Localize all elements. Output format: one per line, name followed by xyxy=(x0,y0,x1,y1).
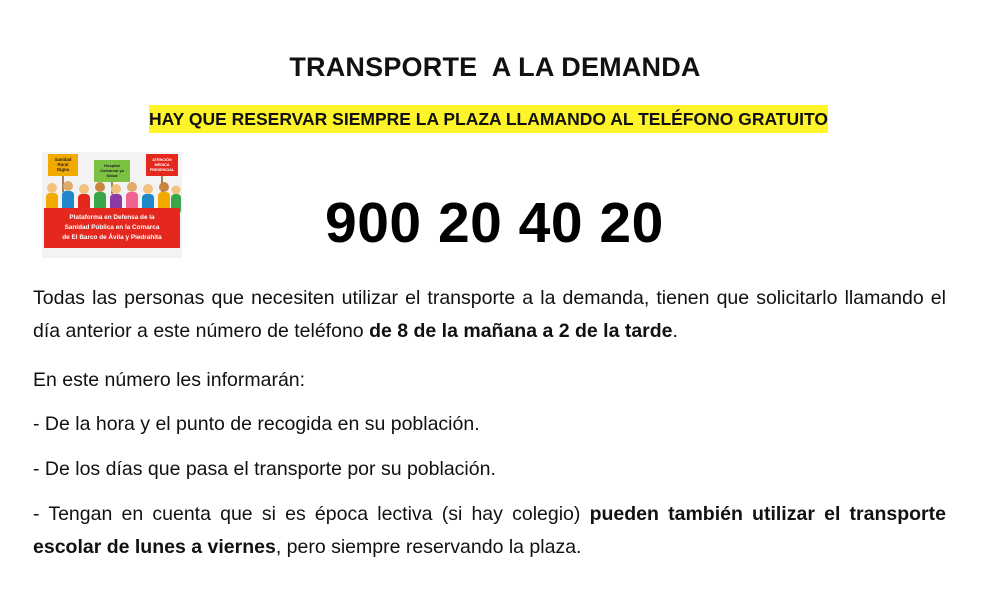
svg-text:PRESENCIAL: PRESENCIAL xyxy=(149,168,175,172)
svg-text:Rural: Rural xyxy=(57,162,69,167)
item3-bold: pueden también utilizar el transporte escolar de lunes a viernes xyxy=(33,503,946,558)
paragraph1-end: . xyxy=(672,320,678,342)
phone-number: 900 20 40 20 xyxy=(325,191,664,255)
svg-text:Digna: Digna xyxy=(57,167,69,172)
list-item-pickup: - De la hora y el punto de recogida en su población. xyxy=(33,413,480,435)
logo-banner-line3: de El Barco de Ávila y Piedrahita xyxy=(62,234,162,241)
highlight-banner: HAY QUE RESERVAR SIEMPRE LA PLAZA LLAMANDO AL TELÉFONO GRATUITO xyxy=(149,105,828,133)
paragraph-request-info xyxy=(33,282,946,348)
svg-text:Sanidad: Sanidad xyxy=(54,157,72,162)
svg-text:Comarcal ya: Comarcal ya xyxy=(100,168,124,173)
item3-end: , pero siempre reservando la plaza. xyxy=(275,536,582,558)
svg-text:Hospital: Hospital xyxy=(104,163,120,168)
document-title: TRANSPORTE A LA DEMANDA xyxy=(289,52,701,82)
logo-illustration xyxy=(42,152,182,258)
svg-text:Salud: Salud xyxy=(106,173,118,178)
paragraph1-text: Todas las personas que necesiten utilizar el transporte a la demanda, tienen que solicitarlo llamando el día anterior a este número de teléfono xyxy=(33,287,946,342)
svg-text:ATENCIÓN: ATENCIÓN xyxy=(152,158,172,162)
list-item-school-transport xyxy=(33,498,946,564)
svg-text:MÉDICA: MÉDICA xyxy=(154,163,170,167)
logo-banner-line1: Plataforma en Defensa de la xyxy=(69,214,155,221)
item3-text: - Tengan en cuenta que si es época lectiva (si hay colegio) xyxy=(33,503,590,525)
list-item-days: - De los días que pasa el transporte por su población. xyxy=(33,458,496,480)
logo-banner-line2: Sanidad Pública en la Comarca xyxy=(64,224,160,231)
paragraph1-hours: de 8 de la mañana a 2 de la tarde xyxy=(369,320,673,342)
platform-logo xyxy=(42,152,182,258)
paragraph-info-intro: En este número les informarán: xyxy=(33,369,306,391)
